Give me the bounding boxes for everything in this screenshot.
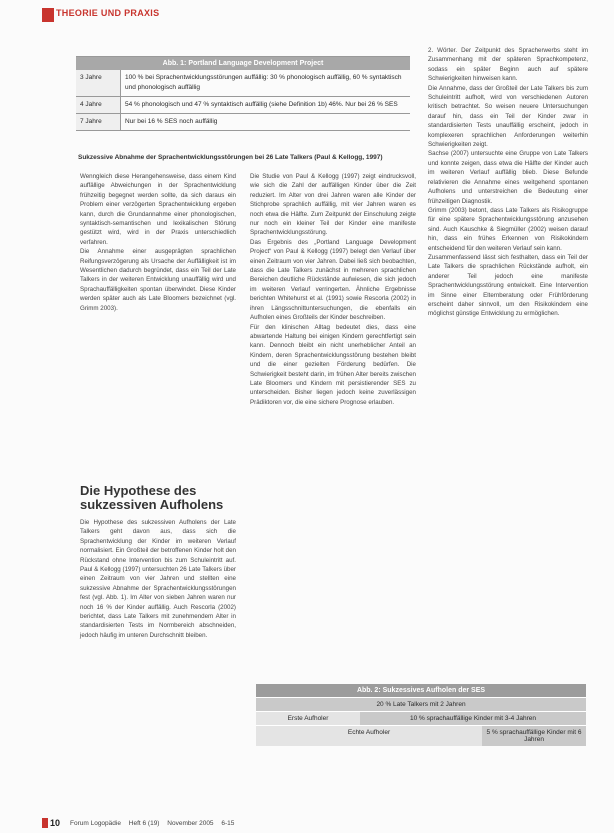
issue: Heft 6 (19)	[128, 820, 160, 827]
table-portland-project	[76, 56, 410, 131]
paragraph: Sachse (2007) untersuchte eine Gruppe von Late Talkers und konnte zeigen, dass etwa die Hälfte der Kinder auch im weiteren Verlauf auffällig blieb. Diese Befunde relativieren die Annahme eines weitgehend spontanen Aufholens und unterstreichen die Bedeutung einer frühzeitigen Diagnostik.	[428, 150, 588, 205]
table2-real-catchup: Echte Aufholer	[256, 726, 482, 746]
table-row	[76, 114, 410, 131]
section-heading: Die Hypothese des sukzessiven Aufholens	[80, 483, 224, 512]
paragraph: Für den klinischen Alltag bedeutet dies, dass eine abwartende Haltung bei einigen Kindern gerechtfertigt sein kann. Dennoch bleibt ein nicht unerheblicher Anteil an Kindern, deren Sprachentwicklungsstörung bestehen bleibt und die einer gezielten Förderung bedürfen. Die Schwierigkeit besteht darin, im frühen Alter bereits zwischen Late Bloomers und Kindern mit persistierender SES zu unterscheiden. Bisher liegen jedoch keine zuverlässigen Prädiktoren vor, die eine sichere Prognose erlauben.	[250, 323, 416, 406]
table-row	[76, 70, 410, 97]
table-successive-catch-up	[256, 684, 586, 746]
paragraph: Die Studie von Paul & Kellogg (1997) zeigt eindrucksvoll, wie sich die Zahl der auffälligen Kinder über die Zeit reduziert. Im Alter von drei Jahren waren alle Kinder der Stichprobe sprachlich auffällig, mit vier Jahren waren es noch etwa die Hälfte. Zum Zeitpunkt der Einschulung zeigte nur noch ein kleiner Teil der Kinder eine manifeste Sprachentwicklungsstörung.	[250, 173, 416, 237]
body-column-1-top	[80, 172, 236, 313]
table1-age-cell: 3 Jahre	[76, 70, 121, 96]
table-row	[256, 725, 586, 746]
section-ribbon	[42, 8, 54, 22]
paragraph: 2. Wörter. Der Zeitpunkt des Spracherwerbs steht im Zusammenhang mit der späteren Sprachkompetenz, sodass ein später Beginn auch auf spätere Schwierigkeiten hinweisen kann.	[428, 47, 588, 83]
paragraph: Zusammenfassend lässt sich festhalten, dass ein Teil der Late Talkers die sprachlichen Rückstände aufholt, ein anderer Teil jedoch eine manifeste Sprachentwicklungsstörung entwickelt. Eine Intervention im Sinne einer Elternberatung oder Frühförderung erscheint daher sinnvoll, um den Risikokindern eine möglichst günstige Entwicklung zu ermöglichen.	[428, 253, 588, 318]
table1-desc-cell: 100 % bei Sprachentwicklungsstörungen auffällig: 30 % phonologisch auffällig, 60 % syntaktisch und phonologisch auffällig	[125, 74, 402, 91]
paragraph: Wenngleich diese Herangehensweise, dass einem Kind auffällige Abweichungen in der Sprachentwicklung frühzeitig begegnet werden sollte, da sich daraus ein Problem einer verzögerten Sprachentwicklung ergeben kann, durch die Grundannahme einer phonologischen, syntaktisch-semantischen und lexikalischen Störung gestützt wird, wird in der Praxis unterschiedlich verfahren.	[80, 173, 236, 246]
paragraph: Grimm (2003) betont, dass Late Talkers als Risikogruppe für eine spätere Sprachentwicklungsstörung anzusehen sind. Auch Kauschke & Siegmüller (2002) weisen darauf hin, dass ein frühes Erkennen von Risikokindern entscheidend für den weiteren Verlauf sein kann.	[428, 206, 588, 252]
page-number: 10	[50, 818, 61, 828]
journal-name: Forum Logopädie	[70, 820, 121, 827]
footer-marker	[42, 818, 48, 828]
pages: 6-15	[221, 820, 235, 827]
date: November 2005	[167, 820, 214, 827]
table1-desc-cell: Nur bei 16 % SES noch auffällig	[125, 118, 218, 125]
table1-desc-cell: 54 % phonologisch und 47 % syntaktisch auffällig (siehe Definition 1b) 46%. Nur bei 26 % SES	[125, 101, 398, 108]
paragraph: Die Hypothese des sukzessiven Aufholens der Late Talkers geht davon aus, dass sich die Sprachentwicklung der Kinder im weiteren Verlauf normalisiert. Ein Großteil der betroffenen Kinder holt den Rückstand ohne Intervention bis zum Schuleintritt auf. Paul & Kellogg (1997) untersuchten 26 Late Talkers über einen Zeitraum von vier Jahren und stellten eine sukzessive Abnahme der Sprachentwicklungsstörungen fest (vgl. Abb. 1). Im Alter von sieben Jahren waren nur noch 16 % der Kinder auffällig. Auch Rescorla (2002) berichtet, dass Late Talkers mit zunehmendem Alter in standardisierten Tests im Normbereich abschneiden, jedoch häufig im unteren Durchschnitt bleiben.	[80, 519, 236, 639]
paragraph: Die Annahme einer ausgeprägten sprachlichen Reifungsverzögerung als Ursache der Auffälligkeit ist im Wesentlichen dadurch begründet, dass ein Teil der Late Talkers in der weiteren Entwicklung unauffällig wird und Sprachauffälligkeiten spontan überwindet. Diese Kinder werden später auch als Late Bloomers bezeichnet (vgl. Grimm 2003).	[80, 248, 236, 312]
section-label: THEORIE UND PRAXIS	[56, 8, 160, 18]
body-column-3	[428, 46, 588, 319]
table1-age-cell: 7 Jahre	[76, 114, 121, 130]
table2-6-years: 5 % sprachauffällige Kinder mit 6 Jahren	[482, 726, 586, 746]
paragraph: Das Ergebnis des „Portland Language Development Project“ von Paul & Kellogg (1997) belegt den Verlauf über einen Zeitraum von vier Jahren. Dabei ließ sich beobachten, dass die Late Talkers zunächst in mehreren sprachlichen Bereichen deutliche Rückstände aufwiesen, die sich jedoch im weiteren Verlauf verringerten. Ähnliche Ergebnisse berichten Whitehurst et al. (1991) sowie Rescorla (2002) in ihren Längsschnittuntersuchungen, die ebenfalls ein Aufholen eines Großteils der Kinder beschreiben.	[250, 238, 416, 322]
body-column-2	[250, 172, 416, 407]
table-row	[76, 97, 410, 114]
table-row	[256, 711, 586, 725]
table1-caption: Sukzessive Abnahme der Sprachentwicklungsstörungen bei 26 Late Talkers (Paul & Kellogg, 1997)	[78, 154, 383, 161]
table2-row-late-talkers: 20 % Late Talkers mit 2 Jahren	[256, 697, 586, 711]
table2-3-4-years: 10 % sprachauffällige Kinder mit 3-4 Jahren	[360, 712, 586, 725]
table2-first-catchup: Erste Aufholer	[256, 712, 360, 725]
table2-title: Abb. 2: Sukzessives Aufholen der SES	[256, 684, 586, 697]
footer-citation	[70, 820, 240, 827]
table1-age-cell: 4 Jahre	[76, 97, 121, 113]
table1-title: Abb. 1: Portland Language Development Project	[76, 57, 410, 70]
paragraph: Die Annahme, dass der Großteil der Late Talkers bis zum Schuleintritt aufholt, wird von verschiedenen Autoren kritisch betrachtet. So weisen neuere Untersuchungen darauf hin, dass ein Teil der Kinder zwar in standardisierten Tests unauffällig erscheint, jedoch in komplexeren sprachlichen Anforderungen weiterhin Schwierigkeiten zeigt.	[428, 84, 588, 149]
body-column-1-bottom	[80, 518, 236, 640]
